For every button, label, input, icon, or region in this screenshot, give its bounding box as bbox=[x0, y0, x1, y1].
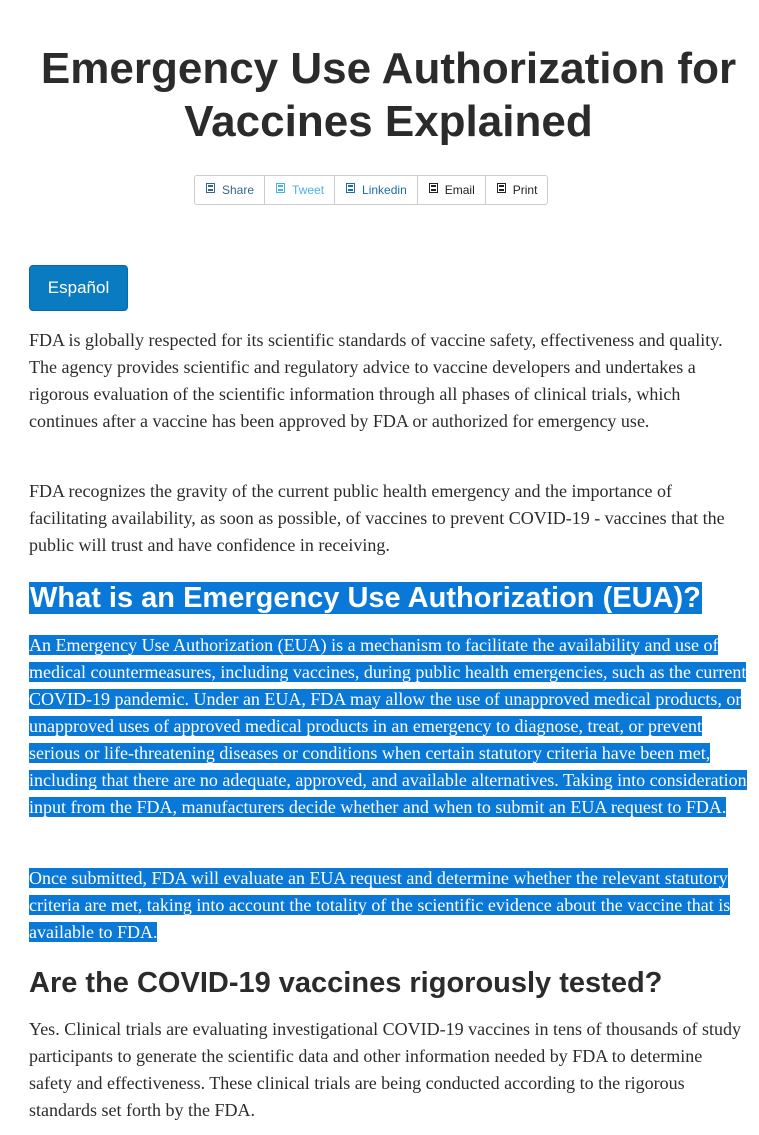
email-icon bbox=[429, 183, 438, 193]
tested-paragraph: Yes. Clinical trials are evaluating investigational COVID-19 vaccines in tens of thousands of study participants to generate the scientific data and other information needed by FDA to determine safety and effectiveness. These clinical trials are being conducted according to the rigorous standards set forth by the FDA. bbox=[29, 1019, 742, 1120]
twitter-icon bbox=[276, 183, 285, 193]
eua-paragraph-1-text: An Emergency Use Authorization (EUA) is a mechanism to facilitate the availability and use of medical countermeasures, including vaccines, during public health emergencies, such as the current COVID-19 pandemic. Under an EUA, FDA may allow the use of unapproved medical products, or unapproved uses of approved medical products in an emergency to diagnose, treat, or prevent serious or life-threatening diseases or conditions when certain statutory criteria have been met, including that there are no adequate, approved, and available alternatives. Taking into consideration input from the FDA, manufacturers decide whether and when to submit an EUA request to FDA. bbox=[29, 635, 747, 817]
intro-paragraph-2: FDA recognizes the gravity of the current public health emergency and the importance of facilitating availability, as soon as possible, of vaccines to prevent COVID-19 - vaccines that the public will trust and have confidence in receiving. bbox=[29, 481, 725, 555]
print-icon bbox=[497, 183, 506, 193]
heading-vaccines-tested: Are the COVID-19 vaccines rigorously tested? bbox=[29, 967, 663, 999]
eua-paragraph-2-text: Once submitted, FDA will evaluate an EUA request and determine whether the relevant statutory criteria are met, taking into account the totality of the scientific evidence about the vaccine that is available to FDA. bbox=[29, 868, 731, 942]
share-bar bbox=[194, 175, 548, 205]
email-button[interactable] bbox=[418, 176, 486, 204]
intro-paragraph-1: FDA is globally respected for its scientific standards of vaccine safety, effectiveness and quality. The agency provides scientific and regulatory advice to vaccine developers and undertakes a rigorous evaluation of the scientific information through all phases of clinical trials, which continues after a vaccine has been approved by FDA or authorized for emergency use. bbox=[29, 330, 723, 431]
eua-paragraph-1 bbox=[29, 632, 749, 821]
print-button[interactable] bbox=[486, 176, 548, 204]
heading-what-is-eua bbox=[29, 580, 702, 616]
heading-what-is-eua-text: What is an Emergency Use Authorization (EUA)? bbox=[30, 582, 701, 614]
linkedin-icon bbox=[346, 183, 355, 193]
tweet-label: Tweet bbox=[292, 183, 325, 197]
print-label: Print bbox=[512, 183, 538, 197]
tweet-button[interactable] bbox=[265, 176, 335, 204]
email-label: Email bbox=[444, 183, 475, 197]
eua-paragraph-2 bbox=[29, 865, 749, 946]
facebook-icon bbox=[206, 183, 215, 193]
share-label: Share bbox=[222, 183, 255, 197]
share-button[interactable] bbox=[195, 176, 265, 204]
linkedin-label: Linkedin bbox=[362, 183, 407, 197]
espanol-language-button[interactable]: Español bbox=[29, 265, 128, 311]
linkedin-button[interactable] bbox=[335, 176, 418, 204]
page-title: Emergency Use Authorization for Vaccines Explained bbox=[40, 44, 737, 146]
